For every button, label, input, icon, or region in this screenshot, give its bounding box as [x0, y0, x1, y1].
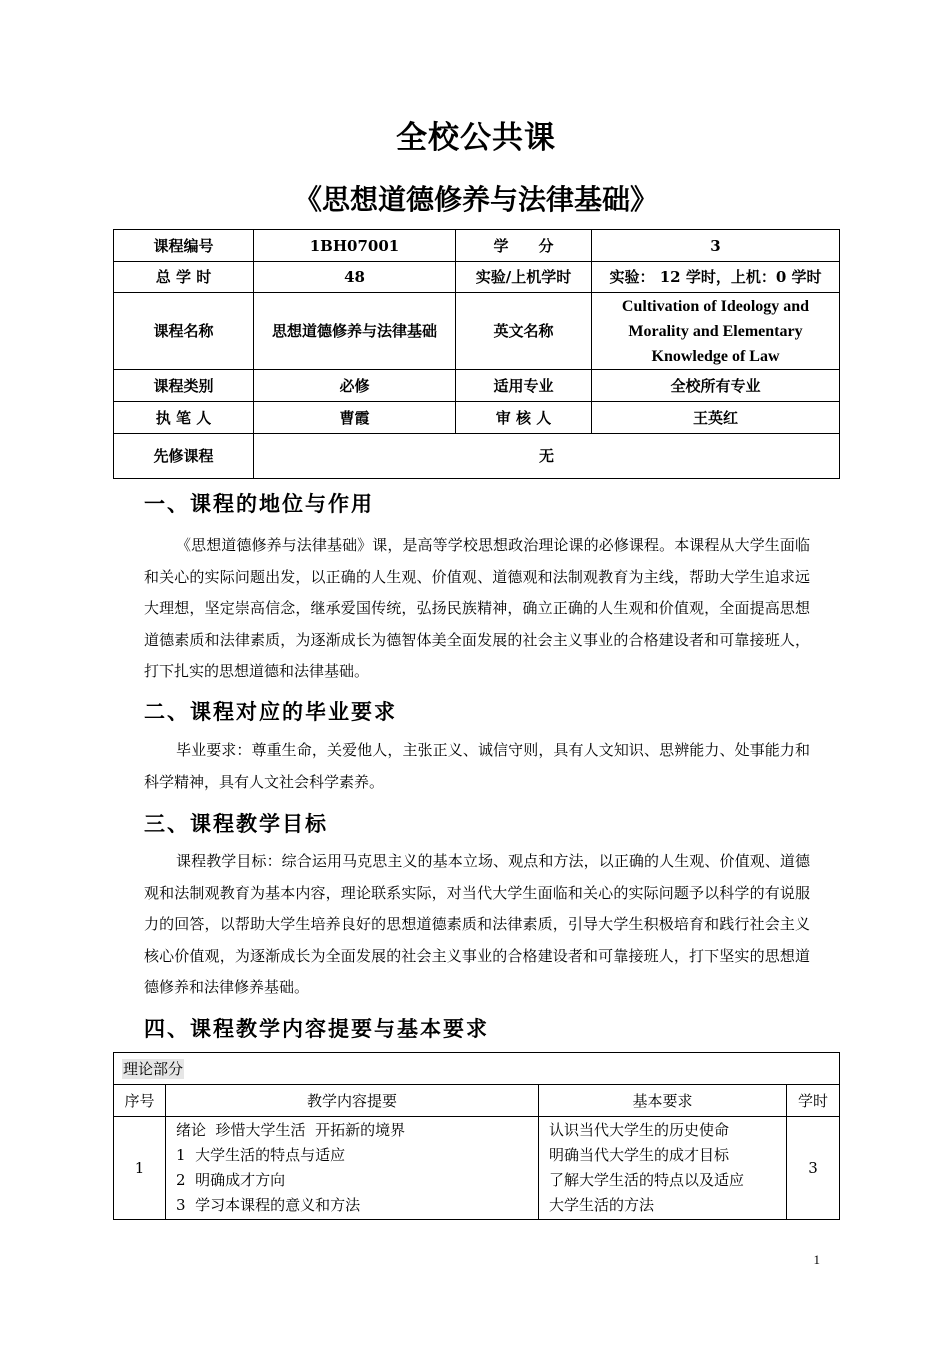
course-type-label: 课程类别 — [114, 370, 254, 402]
credit-value: 3 — [592, 230, 840, 262]
section-1-paragraph: 《思想道德修养与法律基础》课，是高等学校思想政治理论课的必修课程。本课程从大学生面临和关心的实际问题出发，以正确的人生观、价值观、道德观和法制观教育为主线，帮助大学生追求远大理想，坚定崇高信念，继承爱国传统，弘扬民族精神，确立正确的人生观和价值观，全面提高思想道德素质和法律素质，为逐渐成长为德智体美全面发展的社会主义事业的合格建设者和可靠接班人，打下扎实的思想道德和法律基础。 — [144, 536, 810, 680]
course-code-value: 1BH07001 — [254, 230, 456, 262]
english-name-value: Cultivation of Ideology and Morality and Elementary Knowledge of Law — [592, 293, 840, 370]
section-2-heading: 二、课程对应的毕业要求 — [144, 699, 397, 724]
total-hours-value: 48 — [254, 262, 456, 293]
course-name-value: 思想道德修养与法律基础 — [254, 293, 456, 370]
row-requirements — [539, 1117, 787, 1220]
col-header-requirements: 基本要求 — [539, 1085, 787, 1117]
major-value: 全校所有专业 — [592, 370, 840, 402]
author-label: 执 笔 人 — [114, 402, 254, 434]
major-label: 适用专业 — [456, 370, 592, 402]
section-3-paragraph: 课程教学目标：综合运用马克思主义的基本立场、观点和方法，以正确的人生观、价值观、道德观和法制观教育为基本内容，理论联系实际，对当代大学生面临和关心的实际问题予以科学的有说服力的回答，以帮助大学生培养良好的思想道德素质和法律素质，引导大学生积极培育和践行社会主义核心价值观，为逐渐成长为全面发展的社会主义事业的合格建设者和可靠接班人，打下坚实的思想道德修养和法律修养基础。 — [144, 852, 810, 996]
theory-part-label: 理论部分 — [114, 1053, 840, 1085]
page-number: 1 — [813, 1252, 820, 1267]
reviewer-label: 审 核 人 — [456, 402, 592, 434]
section-4-heading: 四、课程教学内容提要与基本要求 — [144, 1016, 489, 1041]
course-type-value: 必修 — [254, 370, 456, 402]
list-item: 3 学习本课程的意义和方法 — [176, 1196, 361, 1214]
list-item: 大学生活的方法 — [549, 1196, 655, 1214]
list-item: 明确当代大学生的成才目标 — [549, 1146, 730, 1164]
col-header-number: 序号 — [114, 1085, 166, 1117]
section-3-heading: 三、课程教学目标 — [144, 811, 328, 836]
lab-hours-label: 实验/上机学时 — [456, 262, 592, 293]
section-1-heading: 一、课程的地位与作用 — [144, 491, 374, 516]
section-2-paragraph: 毕业要求：尊重生命，关爱他人，主张正义、诚信守则，具有人文知识、思辨能力、处事能力和科学精神，具有人文社会科学素养。 — [144, 741, 810, 791]
author-value: 曹霞 — [254, 402, 456, 434]
list-item: 1 大学生活的特点与适应 — [176, 1146, 346, 1164]
list-item: 绪论 珍惜大学生活 开拓新的境界 — [176, 1121, 406, 1139]
lab-hours-value: 实验： 12 学时，上机：0 学时 — [592, 262, 840, 293]
reviewer-value: 王英红 — [592, 402, 840, 434]
list-item: 认识当代大学生的历史使命 — [549, 1121, 730, 1139]
total-hours-label: 总 学 时 — [114, 262, 254, 293]
course-name-title: 《思想道德修养与法律基础》 — [293, 183, 658, 216]
teaching-content-table — [113, 1052, 840, 1220]
row-content — [166, 1117, 539, 1220]
col-header-content: 教学内容提要 — [166, 1085, 539, 1117]
course-code-label: 课程编号 — [114, 230, 254, 262]
list-item: 了解大学生活的特点以及适应 — [549, 1171, 745, 1189]
course-info-table — [113, 229, 840, 479]
course-name-label: 课程名称 — [114, 293, 254, 370]
row-hours: 3 — [787, 1117, 840, 1220]
list-item: 2 明确成才方向 — [176, 1171, 286, 1189]
document-title: 全校公共课 — [396, 120, 556, 156]
english-name-label: 英文名称 — [456, 293, 592, 370]
row-number: 1 — [114, 1117, 166, 1220]
prerequisite-label: 先修课程 — [114, 434, 254, 479]
prerequisite-value: 无 — [254, 434, 840, 479]
col-header-hours: 学时 — [787, 1085, 840, 1117]
table-row — [114, 1117, 840, 1220]
credit-label: 学 分 — [456, 230, 592, 262]
